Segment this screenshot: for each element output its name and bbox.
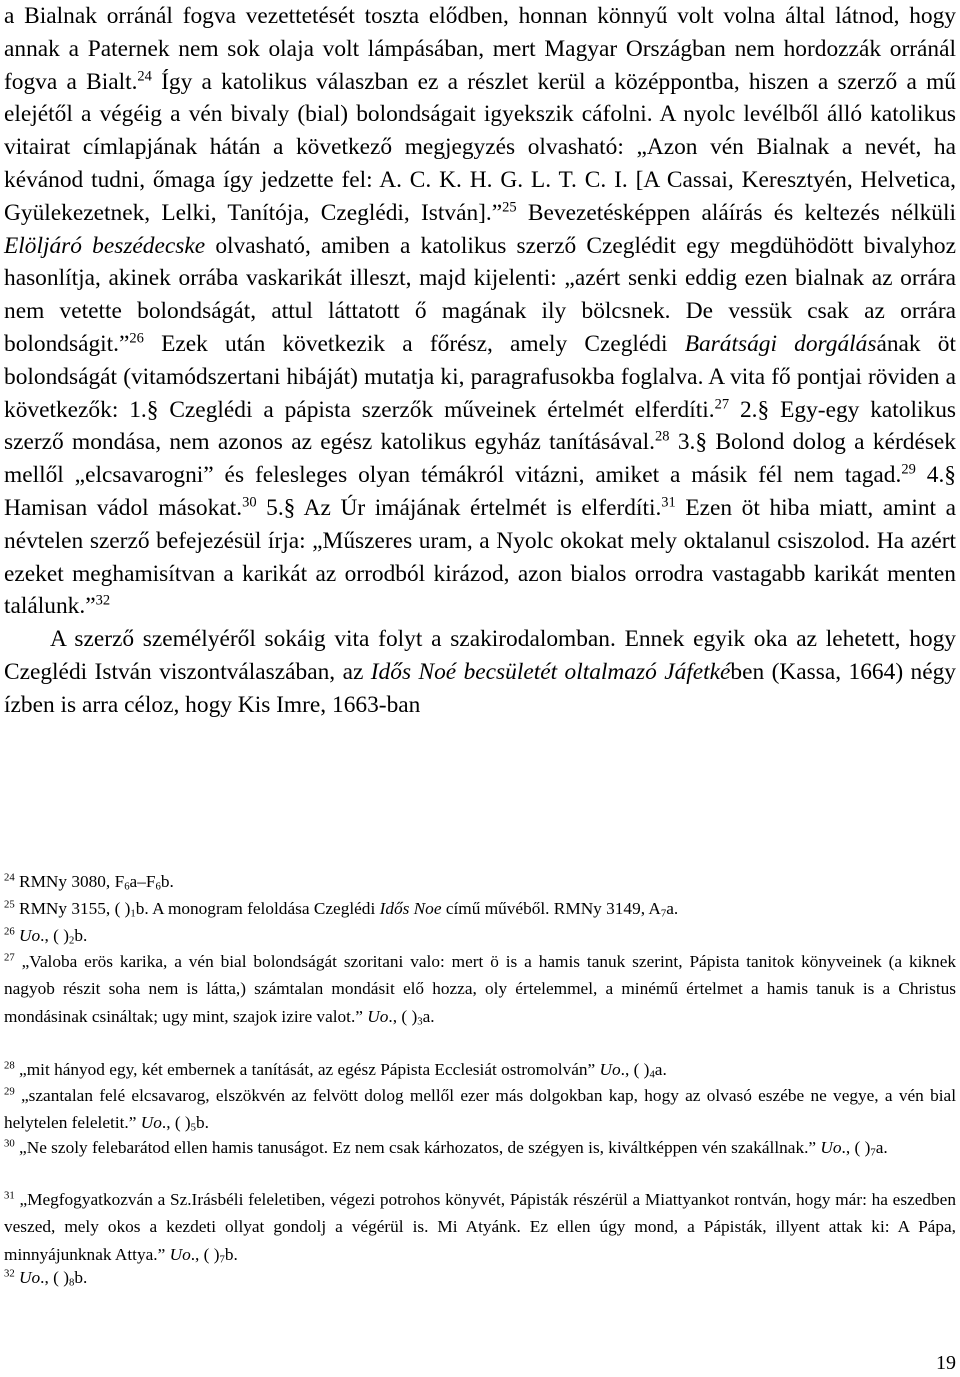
body-text	[4, 0, 956, 722]
footnote-ref-29[interactable]: 29	[901, 461, 916, 478]
footnote-ref-26[interactable]: 26	[129, 330, 144, 347]
paragraph-2: A szerző személyéről sokáig vita folyt a szakirodalomban. Ennek egyik oka az lehetett, hogy Czeglédi István viszontválaszában, az Idős Noé becsületét oltalmazó Jáfetkében (Kassa, 1664) négy ízben is arra céloz, hogy Kis Imre, 1663-ban	[4, 626, 956, 718]
footnote-24: $^{24}$ RMNy 3080, $F_6a-F_6b$.	[4, 871, 174, 893]
footnote-31: $^{31}$ „Megfogyatkozván a Sz.Irásbéli feleletiben, végezi potrohos könyvét, Pápisták részérül a Miattyankot rontván, hogy már: ha eszedben veszed, mely okos a kezdeti ollyat gondolj a végérül is. Mi Atyánk. Ez ellen úgy mond, a Pápisták, illyent attak ki: A Pápa, minnyájunknak Attya.” Uo., ( )$_7b$.	[4, 1189, 956, 1266]
footnote-ref-28[interactable]: 28	[655, 428, 670, 445]
footnote-30: $^{30}$ „Ne szoly felebarátod ellen hamis tanuságot. Ez nem csak kárhozatos, de szégyen is, kiváltképpen vén szakállnak.” Uo., ( )$_7a$.	[4, 1137, 888, 1159]
footnote-ref-24[interactable]: 24	[137, 67, 152, 84]
footnote-27: $^{27}$ „Valoba erös karika, a vén bial bolondságát szoritani valo: mert ö is a hamis tanuk szerint, Pápista tanitok könyveinek (a kiknek nagyob részit soha nem is látta,) számtalan mondásit elő hozza, oly értelemmel, a minémű értelmet a hamis tanuk is a Christus mondásinak csináltak; ugy mint, szajok izire valot.” Uo., ( )$_3a$.	[4, 951, 956, 1028]
page-number: 19	[936, 1352, 956, 1374]
footnote-ref-27[interactable]: 27	[714, 395, 730, 412]
footnote-ref-31[interactable]: 31	[661, 494, 676, 511]
footnote-29: $^{29}$ „szantalan felé elcsavarog, elszökvén az felvött dolog mellől ezer más dolgokban kap, hogy az olvasó eszébe ne vegye, a vén bial helytelen feleletit.” Uo., ( )$_5b$.	[4, 1085, 956, 1134]
footnote-ref-32[interactable]: 32	[95, 592, 111, 609]
footnote-ref-25[interactable]: 25	[502, 199, 517, 216]
footnote-28: $^{28}$ „mit hányod egy, két embernek a tanítását, az egész Pápista Ecclesiát ostromolván” Uo., ( )$_4a$.	[4, 1059, 667, 1081]
footnote-26: $^{26}$ Uo., ( )$_2b$.	[4, 925, 88, 947]
paragraph-1: a Bialnak orránál fogva vezettetését toszta elődben, honnan könnyű volt volna által látnod, hogy annak a Paternek nem sok olaja volt lámpásában, mert Magyar Országban nem hordozzák orránál fogva a Bialt.$^{24}$ Így a katolikus válaszban ez a részlet kerül a középpontba, hiszen a szerző a mű elejétől a végéig a vén bivaly (bial) bolondságait igyekszik cáfolni. A nyolc levélből álló katolikus vitairat címlapjának hátán a következő megjegyzés olvasható: „Azon vén Bialnak a nevét, ha kévánod tudni, őmaga így jedzette fel: A. C. K. H. G. L. T. C. I. [A Cassai, Keresztyén, Helvetica, Gyülekezetnek, Lelki, Tanítója, Czeglédi, István].”$^{25}$ Bevezetésképpen aláírás és keltezés nélküli Elöljáró beszédecske olvasható, amiben a katolikus szerző Czeglédit egy megdühödött bivalyhoz hasonlítja, akinek orrába vaskarikát illeszt, majd kijelenti: „azért senki eddig ezen bialnak az orrára nem vetette bolondságát, attul láttatott ő magának ily bölcsnek. De vessük csak az orrára bolondságit.”$^{26}$ Ezek után következik a főrész, amely Czeglédi Barátsági dorgálásának öt bolondságát (vitamódszertani hibáját) mutatja ki, paragrafusokba foglalva. A vita fő pontjai röviden a következők: 1.§ Czeglédi a pápista szerzők műveinek értelmét elferdíti.$^{27}$ 2.§ Egy-egy katolikus szerző mondása, nem azonos az egész katolikus egyház tanításával.$^{28}$ 3.§ Bolond dolog a kérdések mellől „elcsavarogni” és felesleges olyan témákról vitázni, amiket a másik fél nem tagad.$^{29}$ 4.§ Hamisan vádol másokat.$^{30}$ 5.§ Az Úr imájának értelmét is elferdíti.$^{31}$ Ezen öt hiba miatt, amint a névtelen szerző befejezésül írja: „Műszeres uram, a Nyolc okokat mely oktalanul csiszolod. Ha azért ezeket meghamisítvan a karikát az orrodból kirázod, azon bialos orrodra vastagabb karikát menten találunk.”$^{32}$	[4, 3, 957, 620]
footnote-25: $^{25}$ RMNy 3155, ( )$_1b$. A monogram feloldása Czeglédi Idős Noe című művéből. RMNy 3149, $A_7a$.	[4, 898, 679, 920]
footnote-ref-30[interactable]: 30	[242, 494, 257, 511]
footnote-32: $^{32}$ Uo., ( )$_8b$.	[4, 1267, 88, 1289]
